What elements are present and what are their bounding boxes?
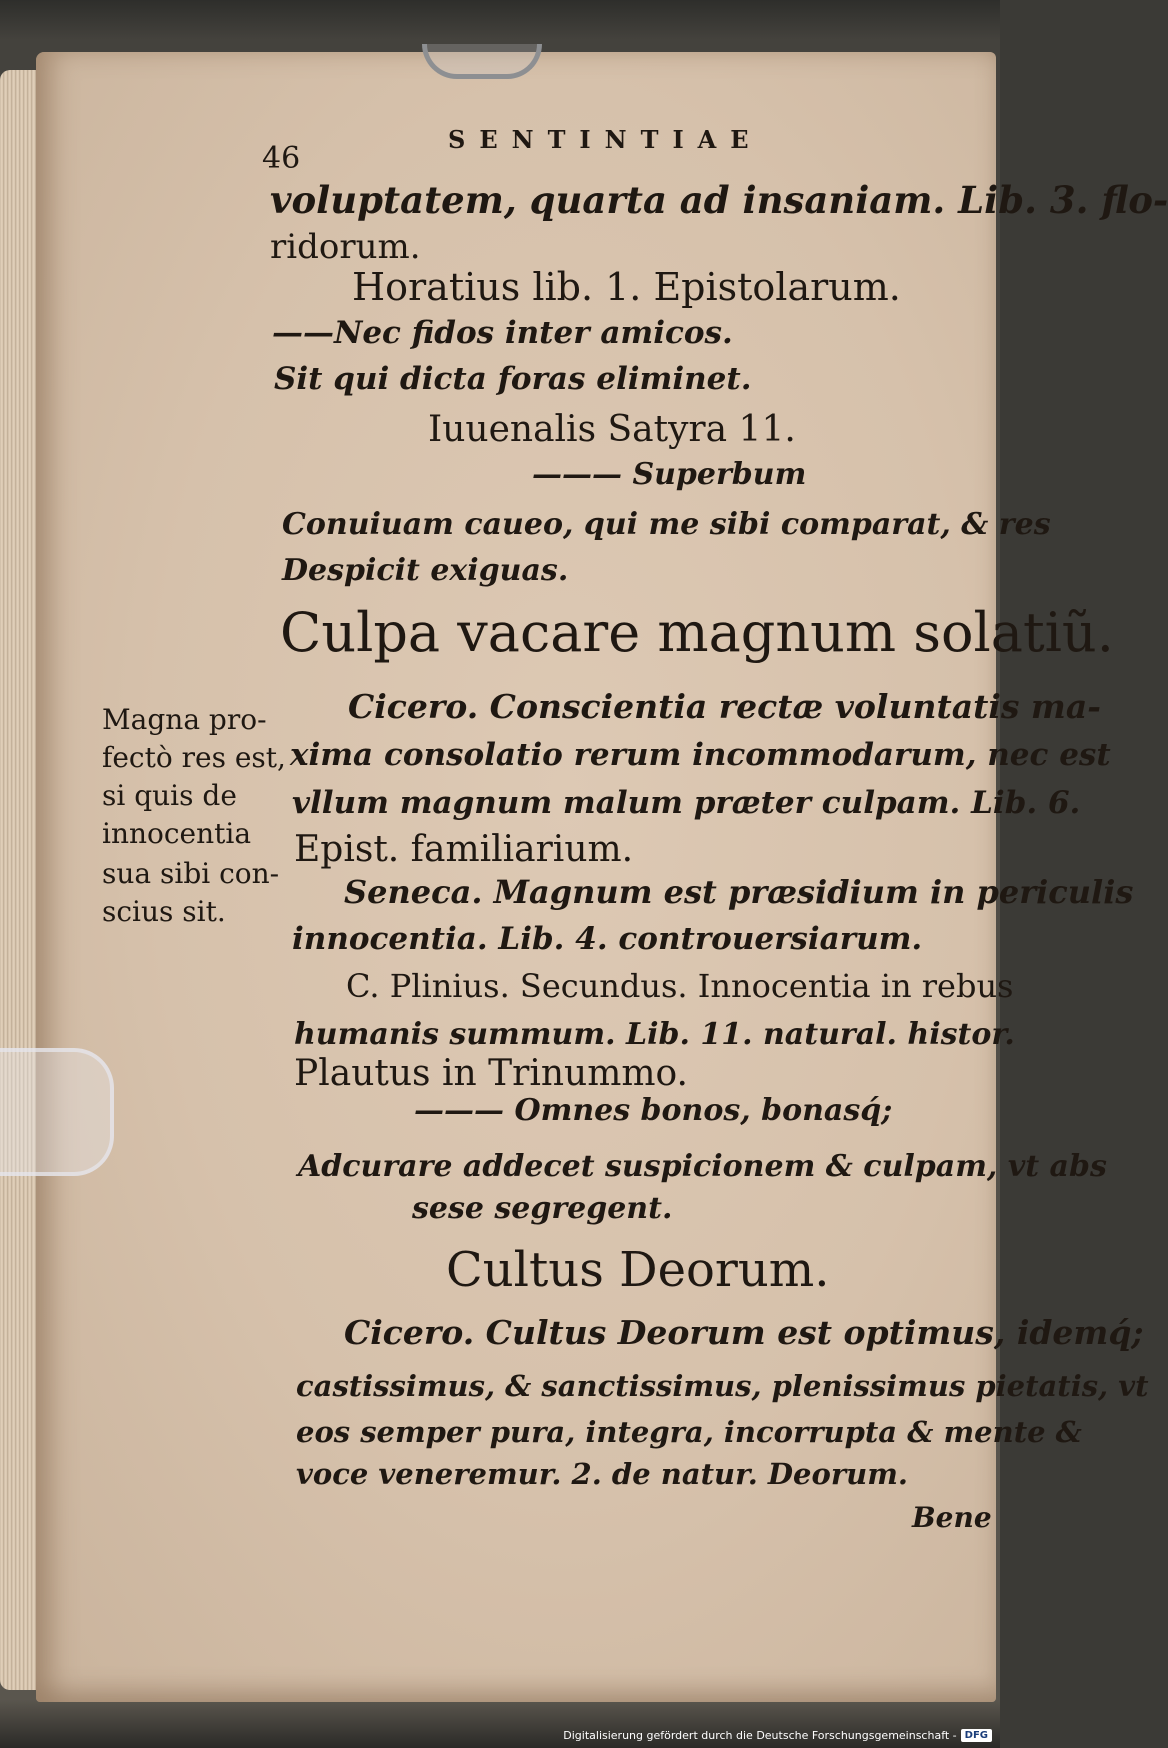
text-line: C. Plinius. Secundus. Innocentia in rebus xyxy=(346,967,1014,1005)
text-line: vllum magnum malum præter culpam. Lib. 6. xyxy=(292,785,1081,821)
running-head: SENTINTIAE xyxy=(448,125,763,154)
text-line: Sit qui dicta foras eliminet. xyxy=(274,361,752,397)
page-number: 46 xyxy=(262,141,301,176)
text-line: innocentia. Lib. 4. controuersiarum. xyxy=(292,921,923,957)
text-line: Horatius lib. 1. Epistolarum. xyxy=(352,265,901,309)
text-line: ——Nec fidos inter amicos. xyxy=(272,315,733,351)
text-line: humanis summum. Lib. 11. natural. histor. xyxy=(294,1017,1015,1052)
text-line: Seneca. Magnum est præsidium in periculis xyxy=(344,873,1134,911)
text-line: Despicit exiguas. xyxy=(282,553,569,588)
text-line: Plautus in Trinummo. xyxy=(294,1053,688,1094)
text-line: Epist. familiarium. xyxy=(294,829,634,870)
text-line: sese segregent. xyxy=(412,1191,673,1226)
text-line: Cicero. Conscientia rectæ voluntatis ma- xyxy=(348,687,1101,726)
text-line: voluptatem, quarta ad insaniam. Lib. 3. flo- xyxy=(270,178,1168,222)
text-line: ——— Superbum xyxy=(532,457,807,492)
margin-note-line: innocentia xyxy=(102,817,252,850)
digitization-credit xyxy=(563,1729,992,1742)
text-line: eos semper pura, integra, incorrupta & mente & xyxy=(296,1415,1082,1449)
credit-text: Digitalisierung gefördert durch die Deutsche Forschungsgemeinschaft - xyxy=(563,1729,957,1742)
text-line: Cicero. Cultus Deorum est optimus, idemq́; xyxy=(344,1313,1144,1352)
plastic-clip-left xyxy=(0,1048,114,1176)
section-heading: Culpa vacare magnum solatiũ. xyxy=(280,601,1114,664)
section-heading: Cultus Deorum. xyxy=(446,1242,830,1298)
margin-note-line: scius sit. xyxy=(102,895,226,928)
text-line: castissimus, & sanctissimus, plenissimus pietatis, vt xyxy=(296,1369,1149,1403)
text-line: Adcurare addecet suspicionem & culpam, vt abs xyxy=(298,1149,1107,1184)
metal-clip-top xyxy=(422,44,542,79)
margin-note-line: sua sibi con- xyxy=(102,857,280,890)
margin-note-line: Magna pro- xyxy=(102,703,267,736)
margin-note-line: fectò res est, xyxy=(102,741,286,774)
margin-note-line: si quis de xyxy=(102,779,237,812)
text-line: ridorum. xyxy=(270,227,421,267)
text-line: ——— Omnes bonos, bonasq́; xyxy=(414,1093,893,1128)
text-line: Iuuenalis Satyra 11. xyxy=(428,409,796,450)
text-line: xima consolatio rerum incommodarum, nec est xyxy=(290,737,1111,773)
text-line: voce veneremur. 2. de natur. Deorum. xyxy=(296,1457,908,1491)
catchword: Bene xyxy=(912,1501,992,1534)
text-line: Conuiuam caueo, qui me sibi comparat, & res xyxy=(282,507,1051,542)
dfg-logo: DFG xyxy=(961,1729,992,1742)
